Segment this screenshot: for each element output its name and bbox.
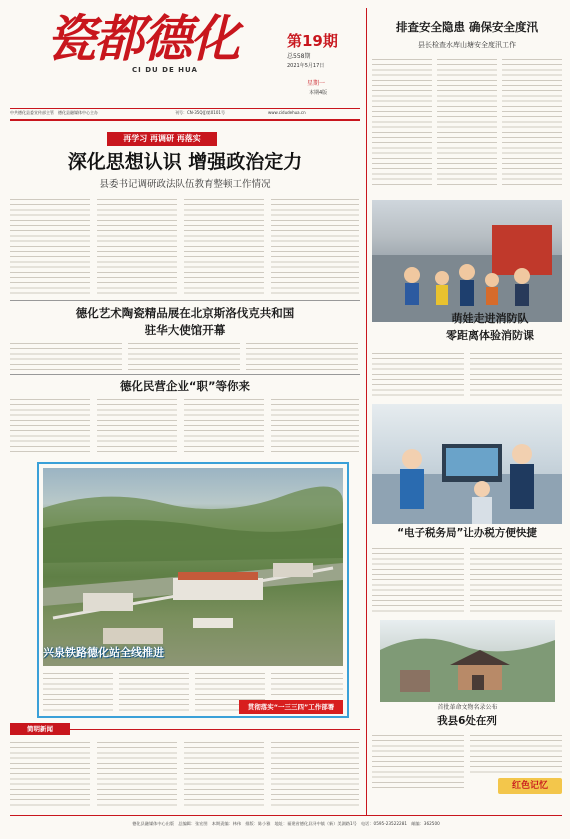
- issue-label: 第19期: [287, 32, 338, 50]
- right-top-body-1: [372, 56, 432, 186]
- lead-headline: 深化思想认识 增强政治定力: [67, 151, 303, 173]
- right-top-body-2: [437, 56, 497, 186]
- tax-body-2: [470, 545, 562, 615]
- lead-subhead: 县委书记调研政法队伍教育整顿工作情况: [99, 179, 271, 190]
- kids-body-1: [372, 350, 464, 400]
- revolution-body-2: [470, 732, 562, 774]
- railway-caption: 兴泉铁路德化站全线推进: [43, 646, 164, 659]
- railway-body-col-4: [271, 670, 343, 698]
- ceramic-headline-1: 德化艺术陶瓷精品展在北京斯洛伐克共和国: [75, 306, 295, 320]
- right-top-headline: 排查安全隐患 确保安全度汛: [395, 20, 538, 34]
- tax-office-illustration: [372, 404, 562, 524]
- tax-body-1: [372, 545, 464, 615]
- lead-body-col-2: [97, 196, 177, 296]
- masthead: [0, 0, 368, 115]
- tax-headline: “电子税务局”让办税方便快捷: [397, 527, 537, 539]
- private-body-col-1: [10, 396, 90, 456]
- red-memory-badge: 红色记忆: [498, 778, 562, 794]
- sponsor-line: 中共德化县委宣传部主管 德化县融媒体中心主办: [10, 110, 98, 115]
- fire-station-illustration: [372, 200, 562, 322]
- footer-line: 德化县融媒体中心出版 总编辑：张宏图 本期责编：林伟 排版：陈小雅 地址：福建省德化县浔中镇（新）美湖路1号 电话：0595-23522281 邮编：362500: [132, 821, 440, 826]
- masthead-pinyin: CI DU DE HUA: [132, 66, 198, 74]
- kids-body-2: [470, 350, 562, 400]
- revolution-photo-caption: 首批革命文物名录公布: [437, 704, 498, 711]
- website: www.cidudehua.cn: [268, 110, 306, 115]
- railway-station-photo: [43, 468, 343, 666]
- weekday: 星期一: [307, 80, 326, 87]
- fire-station-kids-photo: [372, 200, 562, 322]
- edition-count: 本期4版: [309, 90, 328, 96]
- publish-info: 刊号：CN-35Q(J)第0101号: [175, 110, 225, 115]
- revolution-body-1: [372, 732, 464, 792]
- private-body-col-4: [271, 396, 359, 456]
- private-headline: 德化民营企业“职”等你来: [119, 379, 251, 393]
- railway-feature-frame: [37, 462, 349, 718]
- revolution-site-illustration: [380, 620, 555, 702]
- revolution-headline: 我县6处在列: [437, 715, 497, 727]
- ceramic-body-col-2: [128, 340, 240, 370]
- total-issue: 总558期: [287, 53, 311, 60]
- private-body-col-3: [184, 396, 264, 456]
- brief-col-2: [97, 739, 177, 807]
- railway-body-col-1: [43, 670, 113, 714]
- ceramic-body-col-3: [246, 340, 358, 370]
- kids-headline-2: 零距离体验消防课: [446, 329, 534, 342]
- right-top-subhead: 县长检查水库山塘安全度汛工作: [418, 41, 516, 49]
- railway-photo-illustration: [43, 468, 343, 666]
- railway-body-col-2: [119, 670, 189, 714]
- brief-col-3: [184, 739, 264, 807]
- brief-col-4: [271, 739, 359, 807]
- briefs-label: 简明新闻: [10, 723, 70, 735]
- masthead-logo: 瓷都德化: [46, 9, 238, 68]
- brief-col-1: [10, 739, 90, 807]
- railway-sidebar-label: 贯彻落实“一三三四”工作部署: [239, 700, 343, 714]
- lead-body-col-4: [271, 196, 359, 296]
- publish-date: 2021年5月17日: [287, 63, 325, 69]
- kids-headline-1: 萌娃走进消防队: [451, 312, 529, 325]
- revolution-site-photo: [380, 620, 555, 702]
- ceramic-body-col-1: [10, 340, 122, 370]
- lead-body-col-1: [10, 196, 90, 296]
- lead-kicker: 再学习 再调研 再落实: [107, 132, 217, 146]
- lead-body-col-3: [184, 196, 264, 296]
- tax-office-photo: [372, 404, 562, 524]
- right-top-body-3: [502, 56, 562, 186]
- ceramic-headline-2: 驻华大使馆开幕: [144, 323, 226, 337]
- private-body-col-2: [97, 396, 177, 456]
